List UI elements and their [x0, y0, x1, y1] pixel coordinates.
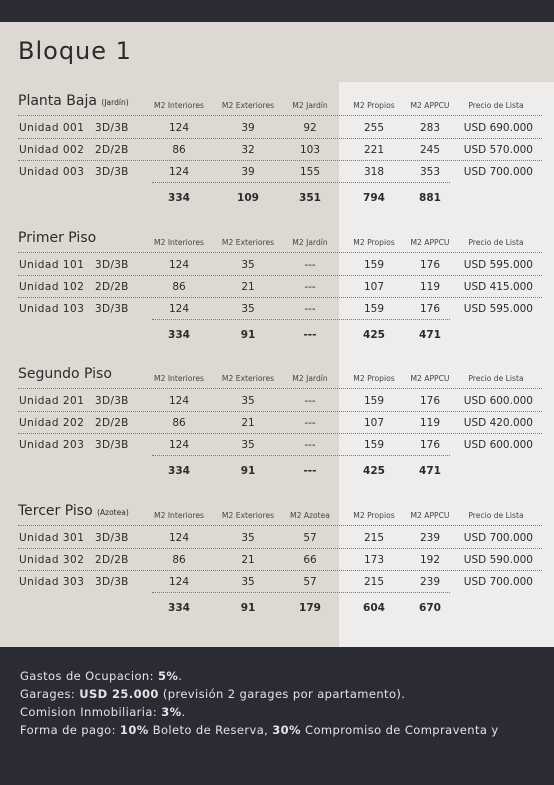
total-appcu: 881	[419, 192, 441, 204]
table-row	[0, 552, 554, 568]
header-m2-interiores: M2 Interiores	[154, 511, 204, 520]
cell-ext: 35	[241, 303, 255, 315]
cell-ext: 35	[241, 532, 255, 544]
header-m2-appcu: M2 APPCU	[410, 511, 450, 520]
cell-appcu: 239	[419, 576, 441, 588]
floor-section	[0, 93, 554, 233]
header-precio-lista: Precio de Lista	[468, 511, 524, 520]
cell-appcu: 176	[419, 303, 441, 315]
cell-int: 124	[168, 122, 190, 134]
header-m2-appcu: M2 APPCU	[410, 101, 450, 110]
total-propios: 425	[363, 329, 385, 341]
floor-name-text: Tercer Piso	[18, 503, 93, 519]
cell-precio: USD 600.000	[463, 439, 533, 451]
cell-col3: 155	[299, 166, 321, 178]
total-appcu: 471	[419, 329, 441, 341]
row-divider	[18, 411, 542, 412]
cell-col3: ---	[304, 281, 316, 293]
table-row	[0, 415, 554, 431]
header-divider	[18, 525, 542, 526]
cell-precio: USD 700.000	[463, 576, 533, 588]
table-row	[0, 164, 554, 180]
totals-row	[0, 600, 554, 616]
total-propios: 794	[363, 192, 385, 204]
cell-propios: 159	[363, 303, 385, 315]
header-m2-propios: M2 Propios	[353, 101, 395, 110]
cell-propios: 159	[363, 439, 385, 451]
unit-name: Unidad 203	[19, 439, 85, 451]
floor-section	[0, 366, 554, 506]
unit-type: 3D/3B	[95, 532, 129, 544]
cell-propios: 215	[363, 532, 385, 544]
cell-col3: ---	[304, 259, 316, 271]
floor-section	[0, 230, 554, 370]
cell-col3: ---	[304, 303, 316, 315]
unit-type: 3D/3B	[95, 259, 129, 271]
table-row	[0, 120, 554, 136]
unit-type: 3D/3B	[95, 122, 129, 134]
table-row	[0, 142, 554, 158]
header-m2-exteriores: M2 Exteriores	[221, 101, 275, 110]
table-row	[0, 393, 554, 409]
header-m2-exteriores: M2 Exteriores	[221, 238, 275, 247]
cell-col3: 57	[303, 532, 317, 544]
cell-precio: USD 595.000	[463, 303, 533, 315]
cell-col3: 57	[303, 576, 317, 588]
unit-name: Unidad 001	[19, 122, 85, 134]
cell-precio: USD 600.000	[463, 395, 533, 407]
comision-line: Comision Inmobiliaria: 3%.	[20, 705, 186, 719]
header-m2-col3: M2 Jardín	[292, 374, 328, 383]
total-int: 334	[168, 465, 190, 477]
cell-int: 124	[168, 303, 190, 315]
top-bar	[0, 0, 554, 22]
floor-name-text: Segundo Piso	[18, 366, 112, 382]
table-row	[0, 257, 554, 273]
row-divider	[18, 297, 542, 298]
unit-type: 3D/3B	[95, 439, 129, 451]
price-list-panel	[0, 22, 554, 647]
total-ext: 91	[240, 465, 256, 477]
page-title: Bloque 1	[18, 37, 132, 65]
cell-ext: 39	[241, 166, 255, 178]
total-int: 334	[168, 329, 190, 341]
cell-col3: ---	[304, 439, 316, 451]
cell-appcu: 245	[419, 144, 441, 156]
cell-appcu: 176	[419, 395, 441, 407]
table-row	[0, 301, 554, 317]
table-row	[0, 574, 554, 590]
total-propios: 425	[363, 465, 385, 477]
unit-name: Unidad 202	[19, 417, 85, 429]
cell-propios: 173	[363, 554, 385, 566]
row-divider	[18, 275, 542, 276]
total-ext: 91	[240, 329, 256, 341]
total-ext: 91	[240, 602, 256, 614]
cell-appcu: 283	[419, 122, 441, 134]
garages-line: Garages: USD 25.000 (previsión 2 garages por apartamento).	[20, 687, 406, 701]
table-row	[0, 279, 554, 295]
total-col3: ---	[303, 329, 317, 341]
floor-section	[0, 503, 554, 643]
table-row	[0, 437, 554, 453]
header-m2-exteriores: M2 Exteriores	[221, 511, 275, 520]
cell-propios: 107	[363, 417, 385, 429]
total-appcu: 471	[419, 465, 441, 477]
cell-col3: ---	[304, 395, 316, 407]
header-precio-lista: Precio de Lista	[468, 238, 524, 247]
cell-int: 124	[168, 166, 190, 178]
cell-propios: 221	[363, 144, 385, 156]
header-m2-col3: M2 Jardín	[292, 101, 328, 110]
header-m2-appcu: M2 APPCU	[410, 374, 450, 383]
unit-name: Unidad 303	[19, 576, 85, 588]
cell-precio: USD 595.000	[463, 259, 533, 271]
cell-propios: 159	[363, 259, 385, 271]
floor-name	[18, 366, 112, 382]
cell-int: 124	[168, 532, 190, 544]
header-m2-appcu: M2 APPCU	[410, 238, 450, 247]
cell-propios: 215	[363, 576, 385, 588]
floor-name	[18, 230, 96, 246]
cell-precio: USD 570.000	[463, 144, 533, 156]
unit-name: Unidad 201	[19, 395, 85, 407]
cell-precio: USD 415.000	[463, 281, 533, 293]
unit-name: Unidad 301	[19, 532, 85, 544]
row-divider	[18, 160, 542, 161]
unit-name: Unidad 003	[19, 166, 85, 178]
unit-name: Unidad 002	[19, 144, 85, 156]
cell-appcu: 119	[419, 281, 441, 293]
total-col3: 351	[299, 192, 321, 204]
cell-int: 124	[168, 395, 190, 407]
cell-ext: 21	[241, 554, 255, 566]
totals-row	[0, 327, 554, 343]
cell-col3: 66	[303, 554, 317, 566]
unit-type: 3D/3B	[95, 166, 129, 178]
total-col3: 179	[299, 602, 321, 614]
unit-type: 2D/2B	[95, 281, 129, 293]
header-m2-interiores: M2 Interiores	[154, 374, 204, 383]
cell-col3: 92	[303, 122, 317, 134]
header-m2-propios: M2 Propios	[353, 511, 395, 520]
cell-ext: 35	[241, 259, 255, 271]
totals-row	[0, 190, 554, 206]
cell-precio: USD 420.000	[463, 417, 533, 429]
gastos-line: Gastos de Ocupacion: 5%.	[20, 669, 183, 683]
header-m2-exteriores: M2 Exteriores	[221, 374, 275, 383]
row-divider	[18, 570, 542, 571]
unit-type: 2D/2B	[95, 417, 129, 429]
cell-int: 86	[172, 144, 186, 156]
totals-divider	[152, 455, 450, 456]
total-int: 334	[168, 602, 190, 614]
cell-appcu: 176	[419, 439, 441, 451]
floor-name-text: Primer Piso	[18, 230, 97, 246]
total-col3: ---	[303, 465, 317, 477]
cell-propios: 318	[363, 166, 385, 178]
cell-ext: 21	[241, 281, 255, 293]
unit-type: 2D/2B	[95, 554, 129, 566]
cell-precio: USD 690.000	[463, 122, 533, 134]
total-propios: 604	[363, 602, 385, 614]
totals-divider	[152, 319, 450, 320]
cell-col3: 103	[299, 144, 321, 156]
totals-row	[0, 463, 554, 479]
floor-name	[18, 93, 129, 109]
cell-ext: 35	[241, 576, 255, 588]
cell-appcu: 192	[419, 554, 441, 566]
cell-col3: ---	[304, 417, 316, 429]
floor-name-note: (Azotea)	[97, 508, 129, 517]
cell-propios: 255	[363, 122, 385, 134]
unit-type: 3D/3B	[95, 576, 129, 588]
unit-type: 3D/3B	[95, 395, 129, 407]
header-divider	[18, 252, 542, 253]
cell-propios: 107	[363, 281, 385, 293]
unit-name: Unidad 302	[19, 554, 85, 566]
cell-int: 124	[168, 576, 190, 588]
cell-ext: 32	[241, 144, 255, 156]
cell-precio: USD 700.000	[463, 166, 533, 178]
floor-name	[18, 503, 129, 519]
header-precio-lista: Precio de Lista	[468, 101, 524, 110]
cell-precio: USD 700.000	[463, 532, 533, 544]
table-row	[0, 530, 554, 546]
total-int: 334	[168, 192, 190, 204]
total-ext: 109	[237, 192, 259, 204]
row-divider	[18, 138, 542, 139]
unit-type: 2D/2B	[95, 144, 129, 156]
cell-appcu: 353	[419, 166, 441, 178]
cell-int: 124	[168, 259, 190, 271]
cell-ext: 35	[241, 395, 255, 407]
row-divider	[18, 548, 542, 549]
cell-propios: 159	[363, 395, 385, 407]
pago-line: Forma de pago: 10% Boleto de Reserva, 30% Compromiso de Compraventa y	[20, 723, 499, 737]
header-m2-col3: M2 Jardín	[292, 238, 328, 247]
cell-ext: 39	[241, 122, 255, 134]
totals-divider	[152, 592, 450, 593]
cell-int: 86	[172, 417, 186, 429]
cell-ext: 21	[241, 417, 255, 429]
cell-ext: 35	[241, 439, 255, 451]
header-divider	[18, 388, 542, 389]
header-m2-propios: M2 Propios	[353, 374, 395, 383]
header-m2-interiores: M2 Interiores	[154, 238, 204, 247]
floor-name-note: (Jardín)	[101, 98, 129, 107]
header-m2-interiores: M2 Interiores	[154, 101, 204, 110]
cell-precio: USD 590.000	[463, 554, 533, 566]
cell-appcu: 176	[419, 259, 441, 271]
header-m2-col3: M2 Azotea	[290, 511, 330, 520]
cell-int: 86	[172, 281, 186, 293]
cell-appcu: 239	[419, 532, 441, 544]
unit-type: 3D/3B	[95, 303, 129, 315]
cell-int: 86	[172, 554, 186, 566]
cell-appcu: 119	[419, 417, 441, 429]
header-divider	[18, 115, 542, 116]
total-appcu: 670	[419, 602, 441, 614]
row-divider	[18, 433, 542, 434]
floor-name-text: Planta Baja	[18, 93, 97, 109]
cell-int: 124	[168, 439, 190, 451]
unit-name: Unidad 101	[19, 259, 85, 271]
header-precio-lista: Precio de Lista	[468, 374, 524, 383]
unit-name: Unidad 103	[19, 303, 85, 315]
header-m2-propios: M2 Propios	[353, 238, 395, 247]
footer-conditions	[20, 667, 540, 739]
unit-name: Unidad 102	[19, 281, 85, 293]
totals-divider	[152, 182, 450, 183]
